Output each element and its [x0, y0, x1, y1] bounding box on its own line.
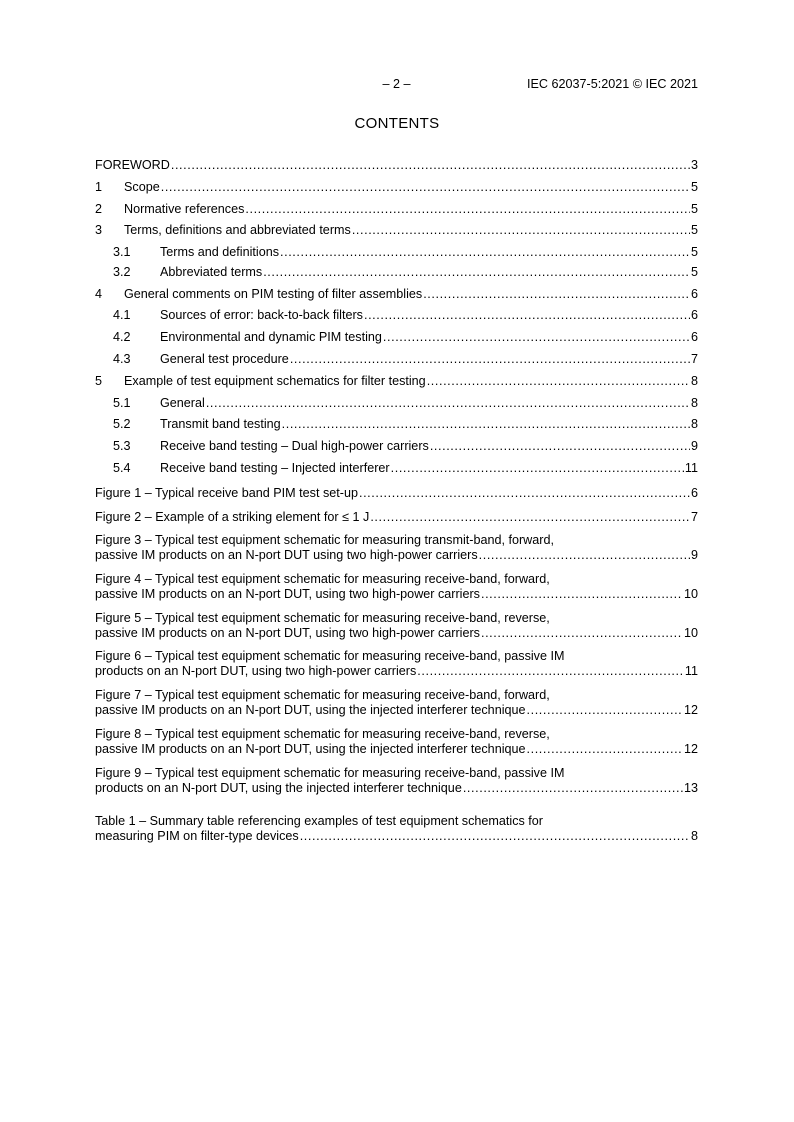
toc-entry-number: 4.2 [113, 330, 131, 345]
toc-entry-number: 4.1 [113, 308, 131, 323]
toc-entry-title: FOREWORD [95, 158, 170, 172]
figure-entry-caption-row [95, 703, 698, 718]
toc-entry-page: 5 [690, 245, 698, 260]
contents-heading: CONTENTS [354, 115, 440, 132]
toc-entry-title: Normative references [124, 201, 245, 216]
figure-entry[interactable] [95, 510, 698, 525]
toc-entry-page: 9 [690, 439, 698, 454]
figure-entry-caption-line2: products on an N-port DUT, using the injected interferer technique [95, 780, 462, 795]
dot-leader [161, 180, 690, 195]
dot-leader [280, 245, 690, 260]
toc-entry-title: Terms, definitions and abbreviated terms [124, 223, 351, 238]
toc-entry-label [113, 417, 281, 432]
toc-entry[interactable] [95, 245, 698, 260]
toc-entry[interactable] [95, 308, 698, 323]
toc-entry-title: Terms and definitions [160, 245, 280, 260]
dot-leader [527, 742, 683, 757]
toc-entry-page: 6 [690, 286, 698, 301]
toc-entry-label [113, 461, 390, 476]
toc-entry-number: 5.4 [113, 460, 131, 475]
toc-entry-page: 7 [690, 351, 698, 366]
toc-entry-number: 3 [95, 223, 103, 238]
dot-leader [481, 626, 683, 641]
figure-entry[interactable] [95, 572, 698, 602]
dot-leader [383, 330, 690, 345]
figure-entry-caption-row [95, 626, 698, 641]
toc-entry-title: Example of test equipment schematics for filter testing [124, 373, 426, 388]
toc-entry-number: 5.1 [113, 395, 131, 410]
dot-leader [263, 265, 690, 280]
figure-entry-caption-line2: products on an N-port DUT, using two high-power carriers [95, 664, 417, 679]
toc-entry[interactable] [95, 396, 698, 411]
figure-entry-page: 11 [684, 664, 698, 679]
dot-leader [423, 287, 690, 302]
dot-leader [479, 548, 690, 563]
toc-entry[interactable] [95, 202, 698, 217]
toc-entry[interactable] [95, 439, 698, 454]
toc-entry-page: 11 [684, 460, 698, 475]
figure-entry-page: 7 [690, 509, 698, 524]
figure-entry[interactable] [95, 486, 698, 501]
toc-entry-page: 5 [690, 179, 698, 194]
toc-entry[interactable] [95, 158, 698, 173]
figure-entry[interactable] [95, 611, 698, 641]
toc-entry-title: Abbreviated terms [160, 264, 263, 279]
dot-leader [364, 308, 690, 323]
toc-entry-label [113, 352, 289, 367]
figure-entry-caption-line1: Figure 7 – Typical test equipment schematic for measuring receive-band, forward, [95, 688, 550, 703]
toc-entry[interactable] [95, 352, 698, 367]
toc-entry-label [113, 245, 279, 260]
toc-entry-page: 8 [690, 417, 698, 432]
figure-entry-caption-row [95, 587, 698, 602]
toc-entry-number: 3.2 [113, 264, 131, 279]
toc-entry-title: Transmit band testing [160, 417, 281, 432]
figure-entry[interactable] [95, 727, 698, 757]
figure-entry-page: 6 [690, 486, 698, 500]
figure-entry-caption-line1: Figure 5 – Typical test equipment schematic for measuring receive-band, reverse, [95, 610, 550, 625]
page-header [95, 77, 698, 93]
figure-entry-caption-line1: Figure 8 – Typical test equipment schematic for measuring receive-band, reverse, [95, 726, 550, 741]
toc-entry-number: 5.3 [113, 439, 131, 454]
toc-entry-number: 3.1 [113, 245, 131, 260]
toc-entry[interactable] [95, 223, 698, 238]
dot-leader [463, 781, 683, 796]
toc-entry-title: General test procedure [160, 351, 289, 366]
toc-entry[interactable] [95, 417, 698, 432]
toc-entry-label [95, 374, 426, 389]
toc-entry-title: Sources of error: back-to-back filters [160, 308, 363, 323]
figure-entry-caption-line2: Figure 2 – Example of a striking element for ≤ 1 J [95, 509, 370, 524]
figure-entry-page: 9 [690, 548, 698, 563]
figure-entry-caption-line2: Figure 1 – Typical receive band PIM test set-up [95, 486, 358, 500]
figure-entry[interactable] [95, 649, 698, 679]
figure-entry-caption-row [95, 548, 698, 563]
dot-leader [391, 461, 684, 476]
table-of-contents [95, 158, 698, 483]
figure-entry-caption-line1: Figure 3 – Typical test equipment schematic for measuring transmit-band, forward, [95, 533, 554, 548]
figure-entry-caption-line2: passive IM products on an N-port DUT using two high-power carriers [95, 548, 478, 563]
toc-entry-page: 5 [690, 201, 698, 216]
dot-leader [359, 486, 690, 501]
toc-entry-page: 8 [690, 373, 698, 388]
toc-entry-page: 5 [690, 264, 698, 279]
figure-entry-caption-row [95, 486, 698, 501]
toc-entry-number: 4.3 [113, 351, 131, 366]
toc-entry[interactable] [95, 265, 698, 280]
toc-entry-page: 8 [690, 395, 698, 410]
dot-leader [352, 223, 690, 238]
figure-entry-page: 12 [683, 703, 698, 718]
figure-entry-caption-row [95, 510, 698, 525]
toc-entry-number: 5 [95, 373, 103, 388]
toc-entry-label [113, 396, 205, 411]
toc-entry[interactable] [95, 461, 698, 476]
figure-entry-caption-line2: passive IM products on an N-port DUT, using two high-power carriers [95, 587, 480, 602]
toc-entry-title: Receive band testing – Dual high-power carriers [160, 439, 429, 454]
figure-entry-caption-line2: passive IM products on an N-port DUT, using the injected interferer technique [95, 703, 526, 718]
toc-entry-number: 5.2 [113, 417, 131, 432]
figure-entry[interactable] [95, 533, 698, 563]
dot-leader [527, 703, 683, 718]
document-reference: IEC 62037-5:2021 © IEC 2021 [526, 77, 698, 91]
toc-entry[interactable] [95, 374, 698, 389]
figure-entry-page: 12 [683, 741, 698, 756]
dot-leader [206, 396, 690, 411]
toc-entry-page: 5 [690, 223, 698, 238]
table-entry-caption-row [95, 829, 698, 844]
toc-entry-title: Scope [124, 179, 160, 194]
table-entry[interactable] [95, 814, 698, 844]
figure-entry-page: 10 [683, 587, 698, 602]
figure-entry-caption-line1: Figure 6 – Typical test equipment schematic for measuring receive-band, passive IM [95, 649, 565, 664]
table-entry-caption-line1: Table 1 – Summary table referencing examples of test equipment schematics for [95, 814, 543, 828]
dot-leader [300, 829, 690, 844]
dot-leader [481, 587, 683, 602]
dot-leader [171, 158, 690, 173]
figure-entry-caption-line1: Figure 9 – Typical test equipment schematic for measuring receive-band, passive IM [95, 765, 565, 780]
dot-leader [430, 439, 690, 454]
figure-entry-caption-row [95, 781, 698, 796]
figure-entry-caption-line1: Figure 4 – Typical test equipment schematic for measuring receive-band, forward, [95, 572, 550, 587]
dot-leader [245, 202, 690, 217]
toc-entry-title: General [160, 395, 205, 410]
dot-leader [427, 374, 690, 389]
toc-entry-number: 4 [95, 286, 103, 301]
list-of-tables [95, 814, 698, 853]
dot-leader [370, 510, 690, 525]
toc-entry-page: 6 [690, 330, 698, 345]
dot-leader [417, 664, 684, 679]
table-entry-caption-line2: measuring PIM on filter-type devices [95, 829, 299, 843]
page-number: – 2 – [382, 77, 411, 91]
toc-entry-label [113, 439, 429, 454]
toc-entry-page: 3 [690, 158, 698, 172]
toc-entry-label [95, 202, 244, 217]
toc-entry-label [95, 287, 422, 302]
dot-leader [290, 352, 690, 367]
toc-entry-label [113, 308, 363, 323]
toc-entry-page: 6 [690, 308, 698, 323]
figure-entry-caption-row [95, 664, 698, 679]
toc-entry-label [113, 330, 382, 345]
toc-entry[interactable] [95, 180, 698, 195]
toc-entry-title: Receive band testing – Injected interferer [160, 460, 390, 475]
toc-entry-label [95, 180, 160, 195]
table-entry-page: 8 [690, 829, 698, 843]
figure-entry-caption-line2: passive IM products on an N-port DUT, using two high-power carriers [95, 625, 480, 640]
figure-entry-caption-row [95, 742, 698, 757]
dot-leader [282, 417, 690, 432]
toc-entry-label [95, 223, 351, 238]
figure-entry-page: 13 [683, 780, 698, 795]
toc-entry-label [95, 158, 170, 173]
toc-entry-title: Environmental and dynamic PIM testing [160, 330, 382, 345]
figure-entry-page: 10 [683, 625, 698, 640]
figure-entry[interactable] [95, 766, 698, 796]
toc-entry-number: 2 [95, 201, 103, 216]
toc-entry-label [113, 265, 262, 280]
figure-entry[interactable] [95, 688, 698, 718]
list-of-figures [95, 486, 698, 804]
toc-entry-title: General comments on PIM testing of filter assemblies [124, 286, 423, 301]
figure-entry-caption-line2: passive IM products on an N-port DUT, using the injected interferer technique [95, 741, 526, 756]
toc-entry[interactable] [95, 330, 698, 345]
toc-entry-number: 1 [95, 179, 103, 194]
toc-entry[interactable] [95, 287, 698, 302]
